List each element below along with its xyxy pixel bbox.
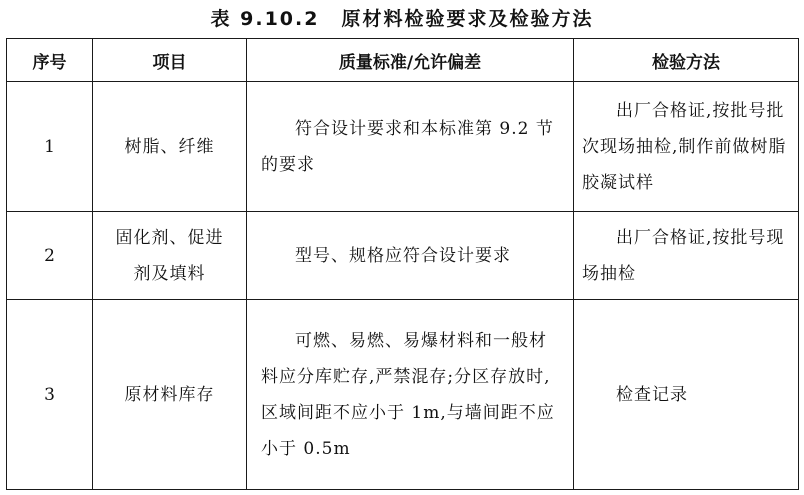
header-item: 项目 [93, 39, 247, 82]
header-standard: 质量标准/允许偏差 [247, 39, 574, 82]
item-name: 树脂、纤维 [124, 136, 215, 157]
table-caption [0, 4, 804, 31]
header-method: 检验方法 [574, 39, 799, 82]
cell-item [93, 300, 247, 490]
cell-standard [247, 300, 574, 490]
row-number: 1 [44, 136, 55, 157]
row-number: 2 [44, 245, 55, 266]
inspection-method: 出厂合格证,按批号批次现场抽检,制作前做树脂胶凝试样 [582, 100, 787, 193]
table-number: 表 9.10.2 [210, 8, 320, 30]
table-header-row [7, 39, 799, 82]
quality-standard: 符合设计要求和本标准第 9.2 节的要求 [261, 118, 554, 175]
cell-no [7, 82, 93, 212]
quality-standard: 可燃、易燃、易爆材料和一般材料应分库贮存,严禁混存;分区存放时,区域间距不应小于 1m,与墙间距不应小于 0.5m [261, 330, 555, 459]
table-row [7, 212, 799, 300]
table-row [7, 82, 799, 212]
item-name: 固化剂、促进剂及填料 [115, 227, 224, 284]
cell-standard [247, 82, 574, 212]
quality-standard: 型号、规格应符合设计要求 [295, 245, 511, 266]
cell-standard [247, 212, 574, 300]
cell-method [574, 82, 799, 212]
inspection-method: 检查记录 [616, 384, 688, 405]
inspection-table [6, 38, 799, 490]
table-row [7, 300, 799, 490]
cell-no [7, 300, 93, 490]
cell-method [574, 212, 799, 300]
cell-item [93, 212, 247, 300]
cell-item [93, 82, 247, 212]
header-no: 序号 [7, 39, 93, 82]
table-title: 原材料检验要求及检验方法 [341, 8, 594, 30]
inspection-method: 出厂合格证,按批号现场抽检 [582, 227, 785, 284]
item-name: 原材料库存 [124, 384, 215, 405]
cell-method [574, 300, 799, 490]
row-number: 3 [44, 384, 55, 405]
cell-no [7, 212, 93, 300]
